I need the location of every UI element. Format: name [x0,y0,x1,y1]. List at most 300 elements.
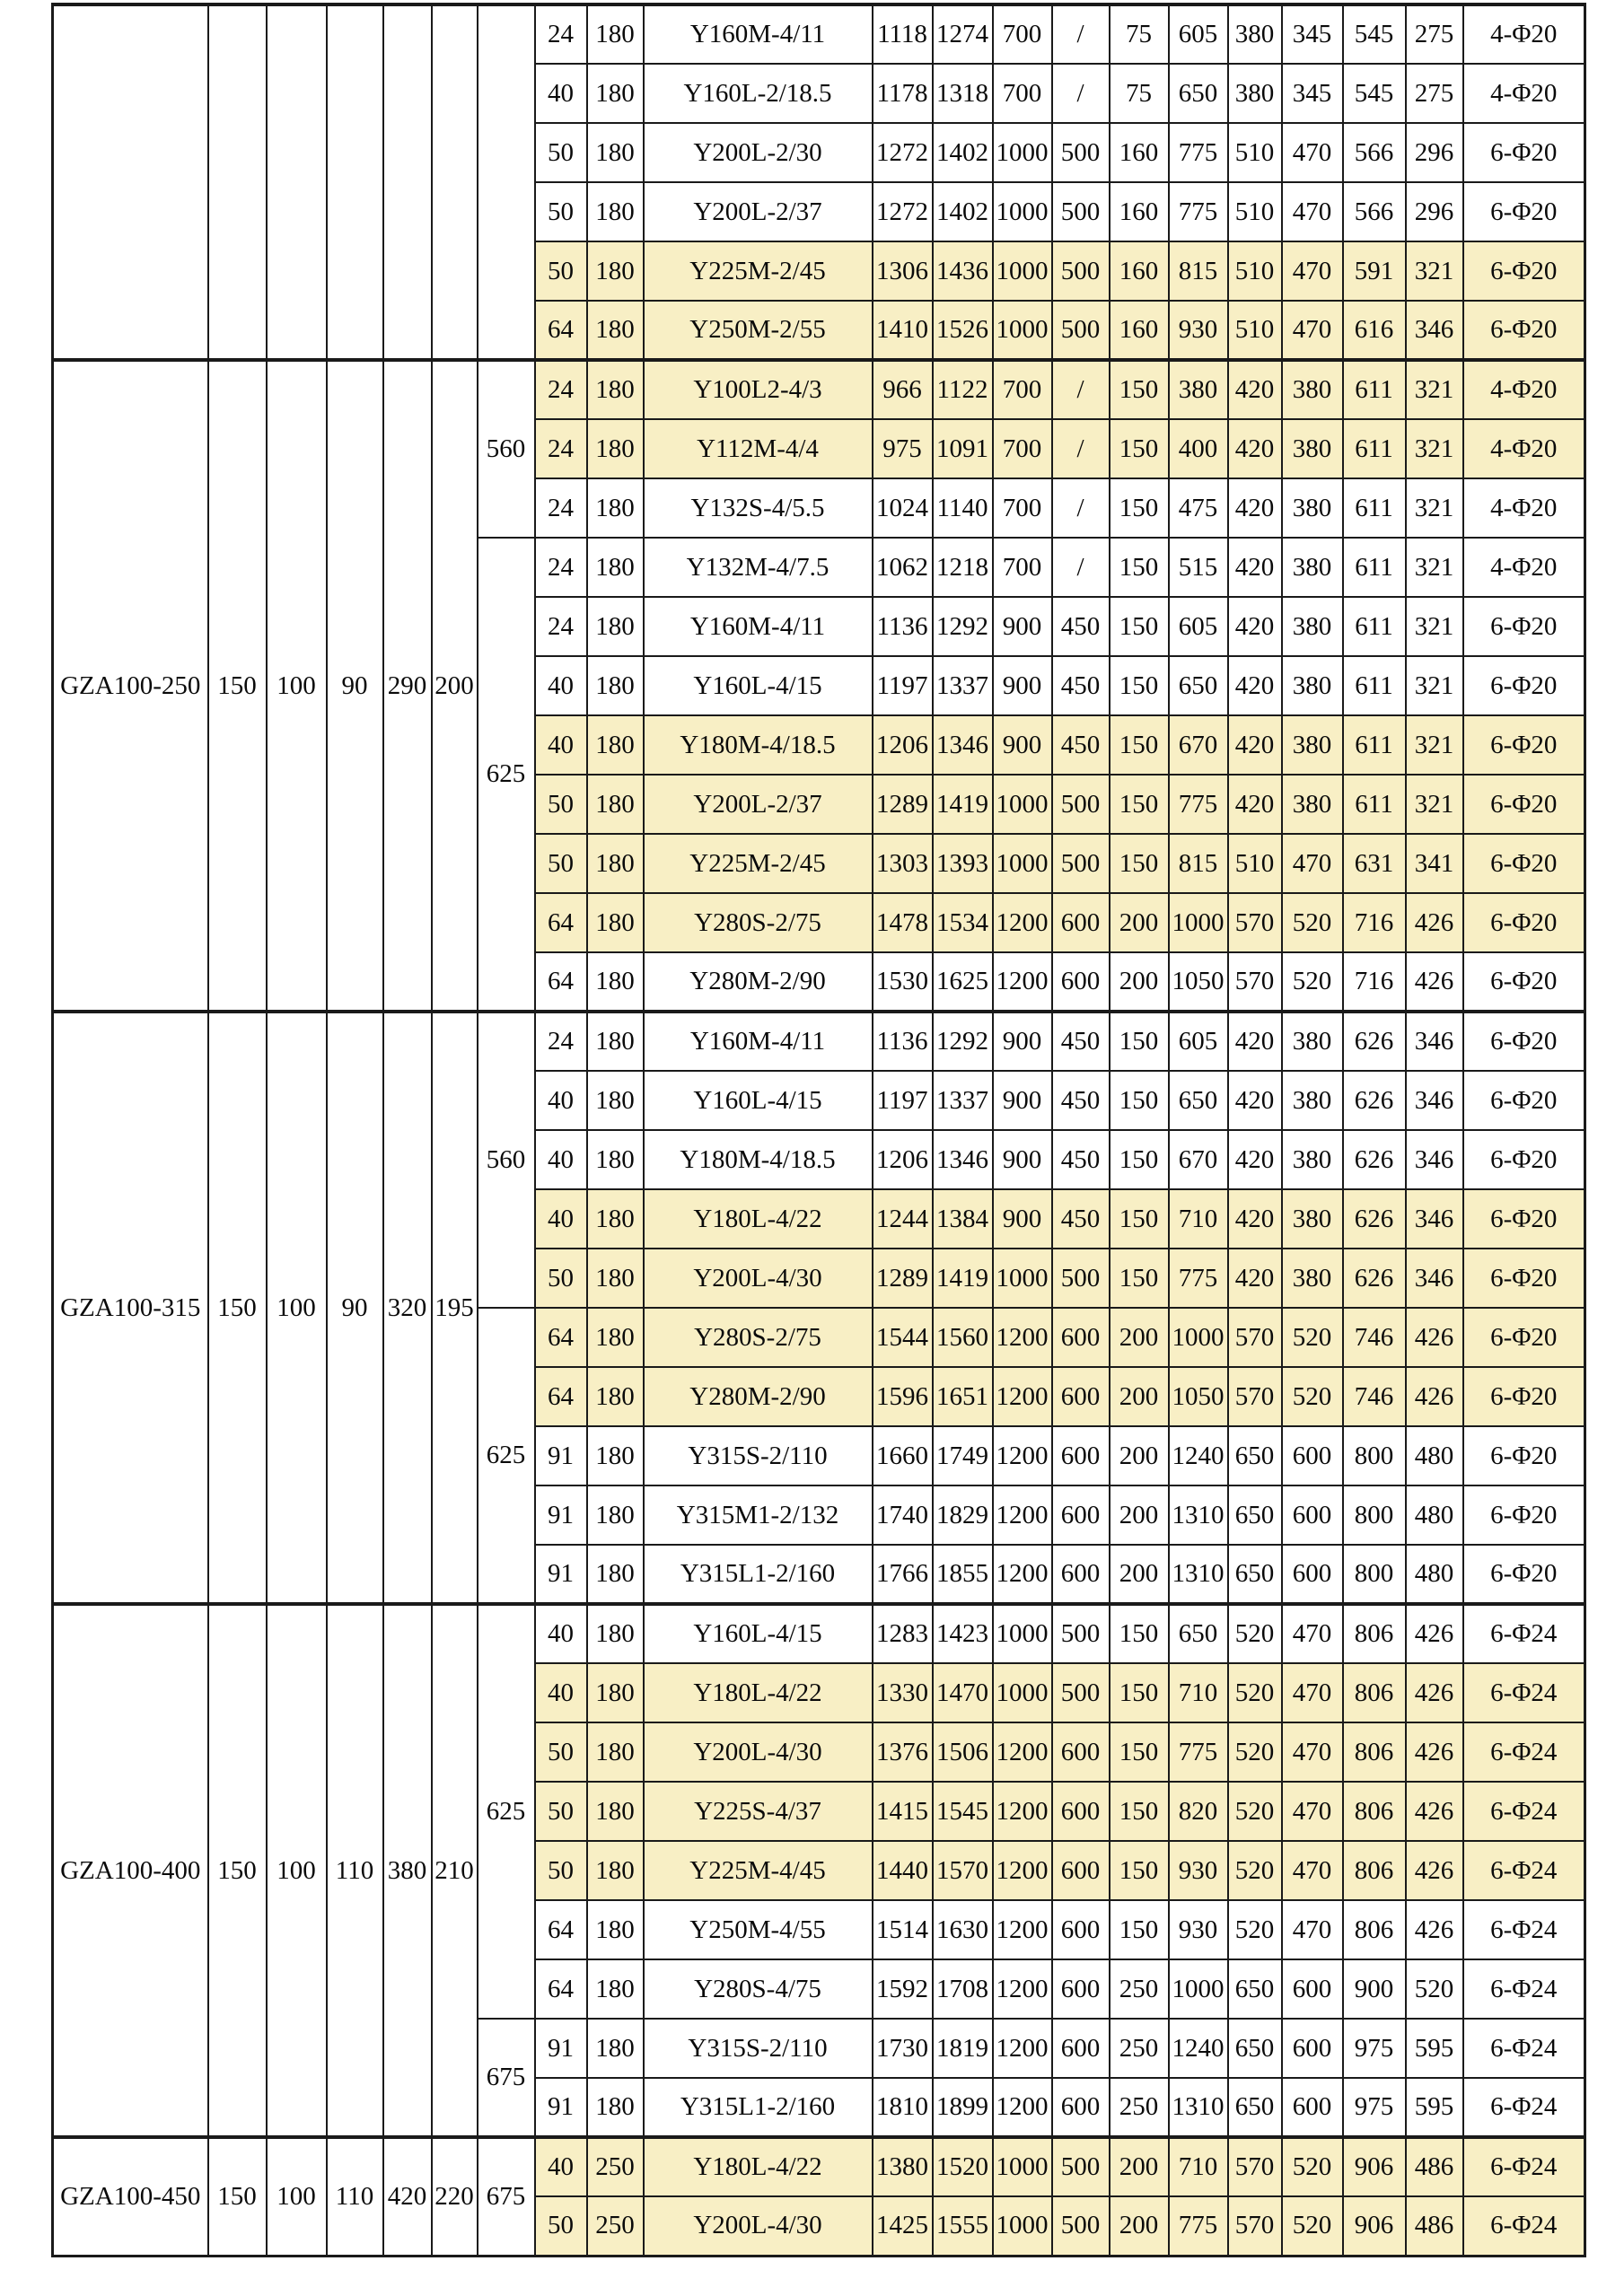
cell-value: 40 [535,1189,587,1249]
cell-value: 1419 [933,1249,993,1308]
cell-value: / [1052,4,1110,64]
cell-value: 806 [1343,1604,1406,1663]
cell-value: 180 [587,1959,644,2019]
cell-value: 200 [1110,1545,1169,1604]
cell-value: 200 [1110,1426,1169,1485]
cell-bolt: 6-Φ20 [1463,301,1585,360]
cell-value: 64 [535,893,587,952]
table-row [53,2137,1585,2196]
cell-value: 40 [535,1663,587,1722]
cell-value: 650 [1228,1426,1282,1485]
cell-motor: Y200L-2/37 [644,775,873,834]
cell-model: GZA100-315 [53,1012,208,1604]
cell-value: 500 [1052,775,1110,834]
cell-dim: 210 [432,1604,478,2137]
cell-value: 1197 [873,656,933,715]
cell-value: 510 [1228,834,1282,893]
cell-model: GZA100-250 [53,360,208,1012]
cell-value: 650 [1169,1071,1228,1130]
cell-value: 150 [1110,834,1169,893]
cell-value: 626 [1343,1249,1406,1308]
cell-value: 470 [1282,301,1343,360]
cell-value: 426 [1406,1604,1463,1663]
cell-value: 700 [993,419,1052,478]
cell-value: 346 [1406,1249,1463,1308]
cell-value: 500 [1052,123,1110,182]
cell-dim: 100 [267,1604,327,2137]
cell-value: 480 [1406,1426,1463,1485]
cell-value: 64 [535,1900,587,1959]
cell-value: 150 [1110,1249,1169,1308]
cell-value: 1000 [993,775,1052,834]
cell-value: 180 [587,538,644,597]
cell-value: 50 [535,182,587,241]
cell-value: 1200 [993,1841,1052,1900]
cell-value: 420 [1228,1189,1282,1249]
cell-value: 1630 [933,1900,993,1959]
cell-value: 1545 [933,1782,993,1841]
cell-value: 520 [1228,1900,1282,1959]
cell-value: 160 [1110,123,1169,182]
cell-value: 426 [1406,1663,1463,1722]
cell-speed: 625 [478,1308,535,1604]
cell-value: 520 [1228,1663,1282,1722]
cell-motor: Y160L-4/15 [644,656,873,715]
cell-value: 611 [1343,538,1406,597]
cell-value: 75 [1110,4,1169,64]
cell-value: 40 [535,1071,587,1130]
cell-value: 1318 [933,64,993,123]
cell-value: 1660 [873,1426,933,1485]
cell-value: 420 [1228,1249,1282,1308]
cell-value: 1200 [993,952,1052,1012]
cell-value: 1749 [933,1426,993,1485]
cell-value: 605 [1169,1012,1228,1071]
cell-model: GZA100-400 [53,1604,208,2137]
cell-bolt: 6-Φ20 [1463,1367,1585,1426]
cell-bolt: 6-Φ20 [1463,123,1585,182]
cell-value: 611 [1343,360,1406,419]
cell-value: 1346 [933,715,993,775]
cell-value: 380 [1282,538,1343,597]
cell-value: 180 [587,1722,644,1782]
cell-value: 200 [1110,1485,1169,1545]
cell-value: 40 [535,1130,587,1189]
table-row [53,4,1585,64]
cell-value: 1478 [873,893,933,952]
cell-value: 75 [1110,64,1169,123]
cell-value: / [1052,64,1110,123]
cell-value: 626 [1343,1012,1406,1071]
cell-motor: Y250M-4/55 [644,1900,873,1959]
cell-motor: Y160M-4/11 [644,1012,873,1071]
cell-value: 1506 [933,1722,993,1782]
cell-value: 545 [1343,4,1406,64]
cell-value: 426 [1406,1782,1463,1841]
cell-value: 1402 [933,123,993,182]
cell-model [53,4,208,360]
cell-value: 475 [1169,478,1228,538]
cell-dim: 380 [383,1604,432,2137]
cell-value: 380 [1282,1012,1343,1071]
cell-value: 500 [1052,182,1110,241]
cell-value: 180 [587,952,644,1012]
cell-value: 1200 [993,1426,1052,1485]
cell-motor: Y180M-4/18.5 [644,715,873,775]
cell-value: 450 [1052,656,1110,715]
cell-bolt: 6-Φ20 [1463,1308,1585,1367]
cell-value: 570 [1228,952,1282,1012]
cell-bolt: 6-Φ20 [1463,1249,1585,1308]
cell-value: 1376 [873,1722,933,1782]
cell-model: GZA100-450 [53,2137,208,2256]
cell-value: 611 [1343,656,1406,715]
cell-value: 24 [535,419,587,478]
cell-value: 1136 [873,597,933,656]
cell-value: 520 [1228,1841,1282,1900]
cell-value: 1274 [933,4,993,64]
cell-bolt: 6-Φ20 [1463,656,1585,715]
cell-motor: Y280M-2/90 [644,1367,873,1426]
cell-value: 1310 [1169,2078,1228,2137]
cell-value: 1244 [873,1189,933,1249]
cell-value: 600 [1052,1367,1110,1426]
cell-motor: Y315L1-2/160 [644,2078,873,2137]
cell-value: 420 [1228,419,1282,478]
cell-value: 470 [1282,1663,1343,1722]
cell-value: 420 [1228,597,1282,656]
cell-bolt: 6-Φ24 [1463,1604,1585,1663]
cell-value: 650 [1169,1604,1228,1663]
cell-value: 806 [1343,1841,1406,1900]
cell-value: 700 [993,360,1052,419]
cell-bolt: 6-Φ24 [1463,1782,1585,1841]
cell-value: 1384 [933,1189,993,1249]
cell-dim: 150 [208,1604,267,2137]
cell-value: 470 [1282,1604,1343,1663]
table-row [53,1604,1585,1663]
cell-value: 1526 [933,301,993,360]
cell-value: 1240 [1169,2019,1228,2078]
cell-bolt: 6-Φ20 [1463,1545,1585,1604]
cell-motor: Y250M-2/55 [644,301,873,360]
cell-value: 966 [873,360,933,419]
cell-value: 600 [1052,1782,1110,1841]
cell-value: 520 [1228,1604,1282,1663]
cell-value: 975 [873,419,933,478]
cell-value: 1200 [993,1900,1052,1959]
cell-value: 800 [1343,1485,1406,1545]
cell-value: 1000 [993,2137,1052,2196]
cell-value: 716 [1343,893,1406,952]
cell-value: 1436 [933,241,993,301]
cell-value: 650 [1169,656,1228,715]
cell-value: 1000 [993,301,1052,360]
cell-speed: 625 [478,1604,535,2019]
cell-bolt: 6-Φ20 [1463,1071,1585,1130]
cell-value: 50 [535,2196,587,2256]
cell-value: 150 [1110,597,1169,656]
cell-value: 600 [1052,1722,1110,1782]
cell-bolt: 6-Φ20 [1463,241,1585,301]
cell-motor: Y280S-2/75 [644,893,873,952]
cell-value: 470 [1282,834,1343,893]
cell-motor: Y225S-4/37 [644,1782,873,1841]
cell-value: 570 [1228,1367,1282,1426]
cell-value: 426 [1406,893,1463,952]
cell-value: 670 [1169,1130,1228,1189]
cell-motor: Y200L-2/37 [644,182,873,241]
cell-value: 591 [1343,241,1406,301]
cell-dim: 150 [208,2137,267,2256]
cell-dim: 200 [432,360,478,1012]
cell-value: 650 [1228,1959,1282,2019]
cell-value: 566 [1343,123,1406,182]
cell-value: 1000 [993,2196,1052,2256]
cell-value: 470 [1282,1722,1343,1782]
cell-value: 1136 [873,1012,933,1071]
cell-value: 50 [535,1782,587,1841]
cell-value: 1000 [993,834,1052,893]
cell-value: 1200 [993,1722,1052,1782]
cell-value: 470 [1282,241,1343,301]
cell-dim [383,4,432,360]
cell-motor: Y200L-4/30 [644,1249,873,1308]
cell-value: 40 [535,1604,587,1663]
cell-value: 775 [1169,123,1228,182]
cell-value: / [1052,360,1110,419]
cell-value: 420 [1228,1012,1282,1071]
cell-value: 64 [535,1959,587,2019]
cell-value: 900 [1343,1959,1406,2019]
cell-value: 180 [587,1249,644,1308]
cell-value: 1810 [873,2078,933,2137]
cell-value: 296 [1406,123,1463,182]
cell-value: 510 [1228,182,1282,241]
cell-speed: 675 [478,2137,535,2256]
cell-value: 1292 [933,1012,993,1071]
cell-value: 420 [1228,775,1282,834]
cell-value: 426 [1406,952,1463,1012]
cell-value: 600 [1282,2019,1343,2078]
cell-bolt: 4-Φ20 [1463,360,1585,419]
cell-value: 1708 [933,1959,993,2019]
cell-value: 250 [1110,2019,1169,2078]
cell-value: 50 [535,834,587,893]
cell-value: 600 [1052,1900,1110,1959]
cell-value: 1306 [873,241,933,301]
cell-dim [208,4,267,360]
cell-value: 710 [1169,2137,1228,2196]
cell-dim: 90 [327,360,383,1012]
cell-value: 815 [1169,834,1228,893]
cell-value: 775 [1169,1722,1228,1782]
cell-value: 1000 [993,182,1052,241]
cell-value: 150 [1110,1012,1169,1071]
cell-bolt: 6-Φ20 [1463,182,1585,241]
cell-value: 50 [535,123,587,182]
cell-value: 1520 [933,2137,993,2196]
cell-motor: Y160L-4/15 [644,1071,873,1130]
cell-value: 1514 [873,1900,933,1959]
cell-value: 420 [1228,478,1282,538]
cell-value: 930 [1169,1841,1228,1900]
cell-value: 600 [1282,1959,1343,2019]
cell-bolt: 6-Φ24 [1463,2019,1585,2078]
cell-value: 150 [1110,1782,1169,1841]
cell-value: 180 [587,301,644,360]
cell-value: 24 [535,1012,587,1071]
cell-value: 50 [535,1249,587,1308]
cell-value: 346 [1406,1071,1463,1130]
cell-value: 150 [1110,478,1169,538]
cell-value: / [1052,419,1110,478]
cell-value: 250 [587,2137,644,2196]
cell-value: 500 [1052,834,1110,893]
cell-dim: 110 [327,1604,383,2137]
cell-value: 1000 [993,123,1052,182]
cell-value: 650 [1228,2019,1282,2078]
cell-value: 180 [587,1130,644,1189]
cell-value: 91 [535,2078,587,2137]
cell-value: 200 [1110,893,1169,952]
cell-motor: Y160M-4/11 [644,4,873,64]
cell-dim: 320 [383,1012,432,1604]
cell-value: 566 [1343,182,1406,241]
cell-value: 600 [1052,893,1110,952]
cell-value: 40 [535,656,587,715]
cell-value: 1200 [993,1545,1052,1604]
cell-bolt: 6-Φ20 [1463,1485,1585,1545]
cell-value: 600 [1282,1545,1343,1604]
cell-value: 975 [1343,2019,1406,2078]
cell-value: 775 [1169,2196,1228,2256]
cell-value: 520 [1282,952,1343,1012]
cell-bolt: 4-Φ20 [1463,419,1585,478]
cell-bolt: 6-Φ20 [1463,1012,1585,1071]
cell-value: 626 [1343,1071,1406,1130]
cell-value: 1651 [933,1367,993,1426]
cell-value: 321 [1406,538,1463,597]
cell-value: 345 [1282,4,1343,64]
cell-value: 1423 [933,1604,993,1663]
cell-value: 520 [1282,893,1343,952]
cell-bolt: 6-Φ24 [1463,1841,1585,1900]
cell-value: 470 [1282,123,1343,182]
cell-value: 1544 [873,1308,933,1367]
cell-value: 930 [1169,1900,1228,1959]
cell-value: 200 [1110,2137,1169,2196]
cell-value: 180 [587,123,644,182]
cell-value: 180 [587,1782,644,1841]
cell-value: 24 [535,478,587,538]
cell-value: 450 [1052,1189,1110,1249]
cell-value: 510 [1228,301,1282,360]
cell-value: 180 [587,597,644,656]
cell-value: 1393 [933,834,993,893]
cell-value: 1118 [873,4,933,64]
cell-motor: Y132M-4/7.5 [644,538,873,597]
cell-value: 520 [1228,1782,1282,1841]
cell-value: 600 [1052,1959,1110,2019]
cell-value: 510 [1228,241,1282,301]
cell-value: 150 [1110,538,1169,597]
cell-value: 50 [535,775,587,834]
cell-value: 1272 [873,182,933,241]
cell-value: 275 [1406,4,1463,64]
cell-value: 616 [1343,301,1406,360]
cell-value: 480 [1406,1545,1463,1604]
cell-value: 50 [535,1841,587,1900]
cell-value: 1530 [873,952,933,1012]
cell-value: 1140 [933,478,993,538]
spec-table [51,3,1586,2257]
cell-value: 1766 [873,1545,933,1604]
cell-value: 570 [1228,2137,1282,2196]
cell-bolt: 6-Φ20 [1463,1426,1585,1485]
cell-value: 1200 [993,1782,1052,1841]
cell-value: 1289 [873,1249,933,1308]
cell-motor: Y160M-4/11 [644,597,873,656]
cell-dim: 150 [208,360,267,1012]
cell-value: 91 [535,1545,587,1604]
cell-value: 150 [1110,419,1169,478]
cell-value: 1050 [1169,952,1228,1012]
cell-speed: 560 [478,360,535,538]
cell-value: 321 [1406,597,1463,656]
cell-value: 1062 [873,538,933,597]
cell-value: 380 [1282,360,1343,419]
cell-value: 180 [587,1663,644,1722]
cell-value: 806 [1343,1663,1406,1722]
cell-value: 650 [1228,1545,1282,1604]
cell-value: 180 [587,2019,644,2078]
cell-value: 1534 [933,893,993,952]
cell-value: 180 [587,4,644,64]
cell-value: 515 [1169,538,1228,597]
cell-value: 470 [1282,1782,1343,1841]
cell-dim: 220 [432,2137,478,2256]
cell-value: 250 [587,2196,644,2256]
cell-value: 746 [1343,1308,1406,1367]
cell-value: 600 [1052,952,1110,1012]
cell-bolt: 6-Φ20 [1463,715,1585,775]
cell-value: 180 [587,419,644,478]
cell-value: 380 [1282,715,1343,775]
cell-value: 1303 [873,834,933,893]
cell-value: 150 [1110,360,1169,419]
cell-value: 775 [1169,182,1228,241]
cell-bolt: 6-Φ20 [1463,597,1585,656]
cell-value: 180 [587,64,644,123]
cell-value: 64 [535,1367,587,1426]
cell-value: 930 [1169,301,1228,360]
cell-bolt: 6-Φ20 [1463,952,1585,1012]
cell-value: 1000 [993,1604,1052,1663]
cell-value: 716 [1343,952,1406,1012]
cell-value: 1206 [873,715,933,775]
cell-value: 1200 [993,1367,1052,1426]
cell-motor: Y315S-2/110 [644,2019,873,2078]
cell-value: 40 [535,2137,587,2196]
cell-value: 486 [1406,2196,1463,2256]
cell-value: 420 [1228,538,1282,597]
cell-value: 321 [1406,478,1463,538]
cell-motor: Y180L-4/22 [644,1189,873,1249]
cell-value: 1570 [933,1841,993,1900]
cell-bolt: 4-Φ20 [1463,538,1585,597]
cell-value: 906 [1343,2137,1406,2196]
